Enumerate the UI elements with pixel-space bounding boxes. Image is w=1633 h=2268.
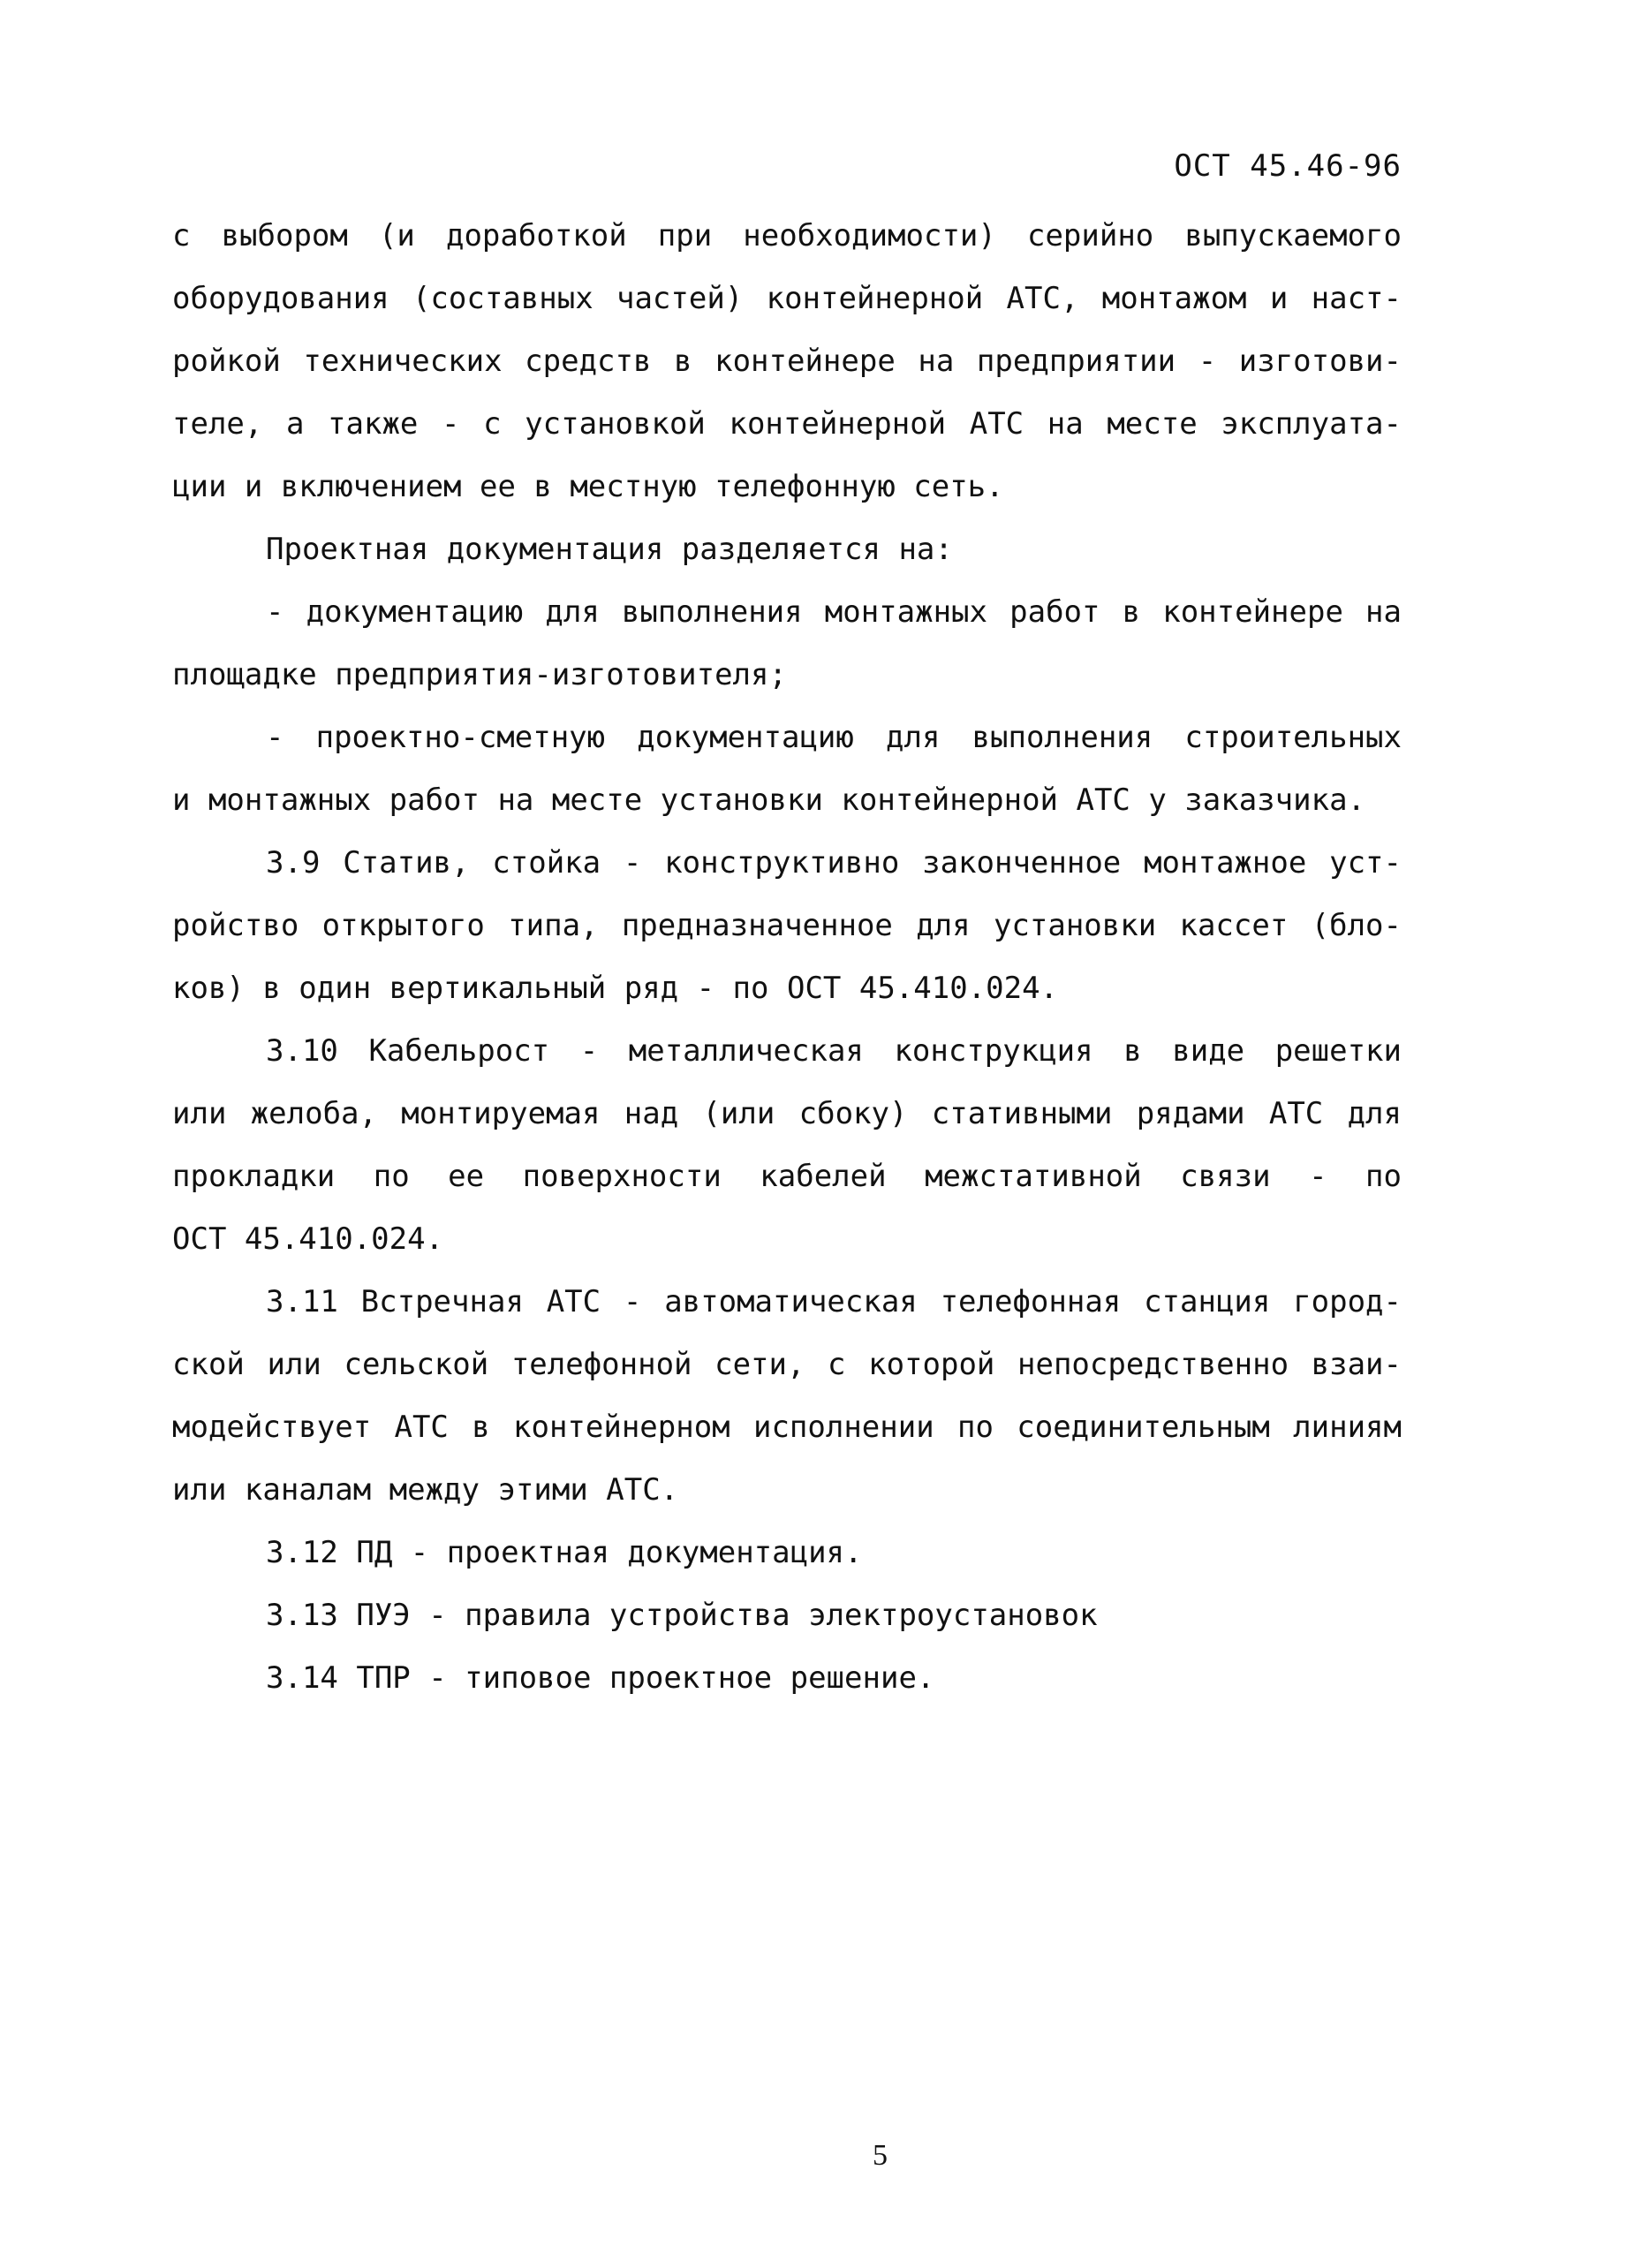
text-line: Проектная документация разделяется на: — [266, 532, 953, 567]
text-line: модействует АТС в контейнерном исполнении по соединительным линиям — [172, 1410, 1402, 1445]
text-line: оборудования (составных частей) контейнерной АТС, монтажом и наст- — [172, 281, 1402, 316]
text-line: 3.9 Статив, стойка - конструктивно законченное монтажное уст- — [266, 845, 1402, 881]
text-line: 3.11 Встречная АТС - автоматическая телефонная станция город- — [266, 1284, 1402, 1319]
text-line: или желоба, монтируемая над (или сбоку) стативными рядами АТС для — [172, 1096, 1402, 1131]
document-body — [172, 205, 1402, 1710]
text-line: ской или сельской телефонной сети, с которой непосредственно взаи- — [172, 1347, 1402, 1382]
text-line: ции и включением ее в местную телефонную сеть. — [172, 469, 1004, 504]
text-line: прокладки по ее поверхности кабелей межстативной связи - по — [172, 1159, 1402, 1194]
text-line: 3.10 Кабельрост - металлическая конструкция в виде решетки — [266, 1033, 1402, 1069]
text-line: 3.14 ТПР - типовое проектное решение. — [266, 1660, 935, 1696]
text-line: или каналам между этими АТС. — [172, 1472, 679, 1508]
text-line: 3.12 ПД - проектная документация. — [266, 1535, 863, 1570]
text-line: ройство открытого типа, предназначенное для установки кассет (бло- — [172, 908, 1402, 943]
text-line: и монтажных работ на месте установки контейнерной АТС у заказчика. — [172, 782, 1366, 818]
page-number: 5 — [873, 2139, 888, 2172]
text-line: с выбором (и доработкой при необходимости) серийно выпускаемого — [172, 218, 1402, 253]
text-line: ОСТ 45.410.024. — [172, 1221, 444, 1257]
text-line: - проектно-сметную документацию для выполнения строительных — [266, 720, 1402, 755]
text-line: теле, а также - с установкой контейнерной АТС на месте эксплуата- — [172, 406, 1402, 442]
text-line: ройкой технических средств в контейнере на предприятии - изготови- — [172, 344, 1402, 379]
text-line: 3.13 ПУЭ - правила устройства электроустановок — [266, 1598, 1098, 1633]
text-line: площадке предприятия-изготовителя; — [172, 657, 787, 692]
text-line: ков) в один вертикальный ряд - по ОСТ 45.410.024. — [172, 971, 1059, 1006]
text-line: - документацию для выполнения монтажных работ в контейнере на — [266, 594, 1402, 630]
document-code-header: ОСТ 45.46-96 — [1174, 148, 1402, 184]
